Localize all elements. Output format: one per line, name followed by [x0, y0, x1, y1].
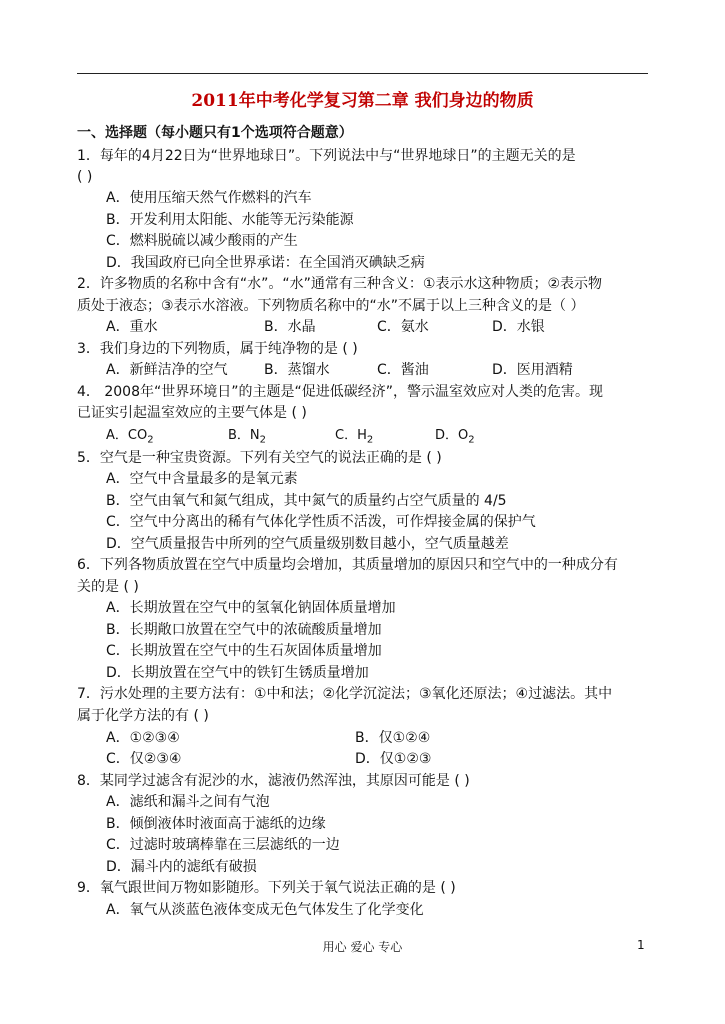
text-line: A．长期放置在空气中的氢氧化钠固体质量增加: [106, 600, 396, 616]
option-subscript: 2: [259, 434, 267, 446]
text-line: D．长期放置在空气中的铁钉生锈质量增加: [106, 665, 369, 681]
text-line: ( ): [77, 169, 93, 185]
text-line: D．医用酒精: [492, 362, 573, 378]
q4-option: [335, 426, 373, 451]
text-line: C．酱油: [377, 362, 429, 378]
text-line: B．仅①②④: [355, 730, 431, 746]
text-line: 9．氧气跟世间万物如影随形。下列关于氧气说法正确的是 ( ): [77, 880, 456, 896]
q4-option: [435, 426, 475, 451]
text-line: C．长期放置在空气中的生石灰固体质量增加: [106, 643, 382, 659]
text-line: A．空气中含量最多的是氧元素: [106, 471, 298, 487]
text-line: 6．下列各物质放置在空气中质量均会增加，其质量增加的原因只和空气中的一种成分有: [77, 557, 618, 573]
text-line: A．新鲜洁净的空气: [106, 362, 228, 378]
text-line: D．水银: [492, 319, 545, 335]
q4-option: [228, 426, 266, 451]
text-line: 7．污水处理的主要方法有：①中和法；②化学沉淀法；③氧化还原法；④过滤法。其中: [77, 686, 613, 702]
option-subscript: 2: [468, 434, 475, 446]
text-line: D．我国政府已向全世界承诺：在全国消灭碘缺乏病: [106, 255, 425, 271]
text-line: 1．每年的4月22日为“世界地球日”。下列说法中与“世界地球日”的主题无关的是: [77, 148, 576, 164]
text-line: C．空气中分离出的稀有气体化学性质不活泼，可作焊接金属的保护气: [106, 514, 536, 530]
footer-motto: 用心 爱心 专心: [322, 940, 403, 954]
text-line: 已证实引起温室效应的主要气体是 ( ): [77, 405, 307, 421]
option-subscript: 2: [147, 434, 154, 446]
text-line: A．氧气从淡蓝色液体变成无色气体发生了化学变化: [106, 902, 424, 918]
text-line: C．仅②③④: [106, 751, 182, 767]
page-number: 1: [637, 938, 645, 952]
text-line: D．仅①②③: [355, 751, 432, 767]
text-line: B．倾倒液体时液面高于滤纸的边缘: [106, 816, 326, 832]
section-heading: 一、选择题（每小题只有1个选项符合题意）: [77, 125, 353, 141]
option-formula: C．H: [335, 428, 367, 443]
text-line: 属于化学方法的有 ( ): [77, 708, 209, 724]
text-line: C．氨水: [377, 319, 429, 335]
text-line: 4． 2008年“世界环境日”的主题是“促进低碳经济”，警示温室效应对人类的危害。现: [77, 384, 603, 400]
text-line: 2．许多物质的名称中含有“水”。“水”通常有三种含义：①表示水这种物质；②表示物: [77, 276, 603, 292]
text-line: B．长期敞口放置在空气中的浓硫酸质量增加: [106, 622, 382, 638]
text-line: 质处于液态；③表示水溶液。下列物质名称中的“水”不属于以上三种含义的是（ ）: [77, 298, 585, 314]
option-formula: B．N: [228, 428, 260, 443]
q4-option: [106, 426, 154, 451]
text-line: B．蒸馏水: [264, 362, 330, 378]
document-title: 2011年中考化学复习第二章 我们身边的物质: [191, 91, 534, 111]
header-rule: [77, 73, 648, 74]
text-line: C．燃料脱硫以减少酸雨的产生: [106, 233, 298, 249]
option-subscript: 2: [366, 434, 374, 446]
text-line: 5．空气是一种宝贵资源。下列有关空气的说法正确的是 ( ): [77, 450, 442, 466]
text-line: A．重水: [106, 319, 158, 335]
text-line: A．①②③④: [106, 730, 180, 746]
option-formula: D．O: [435, 428, 469, 443]
text-line: A．滤纸和漏斗之间有气泡: [106, 794, 270, 810]
text-line: A．使用压缩天然气作燃料的汽车: [106, 190, 312, 206]
text-line: B．开发利用太阳能、水能等无污染能源: [106, 212, 354, 228]
text-line: 8．某同学过滤含有泥沙的水，滤液仍然浑浊，其原因可能是 ( ): [77, 773, 470, 789]
text-line: B．空气由氧气和氮气组成，其中氮气的质量约占空气质量的 4/5: [106, 493, 507, 509]
text-line: 3．我们身边的下列物质，属于纯净物的是 ( ): [77, 341, 358, 357]
text-line: D．空气质量报告中所列的空气质量级别数目越小，空气质量越差: [106, 536, 509, 552]
text-line: D．漏斗内的滤纸有破损: [106, 859, 257, 875]
text-line: 关的是 ( ): [77, 579, 139, 595]
text-line: C．过滤时玻璃棒靠在三层滤纸的一边: [106, 837, 340, 853]
text-line: B．水晶: [264, 319, 316, 335]
option-formula: A．CO: [106, 428, 148, 443]
